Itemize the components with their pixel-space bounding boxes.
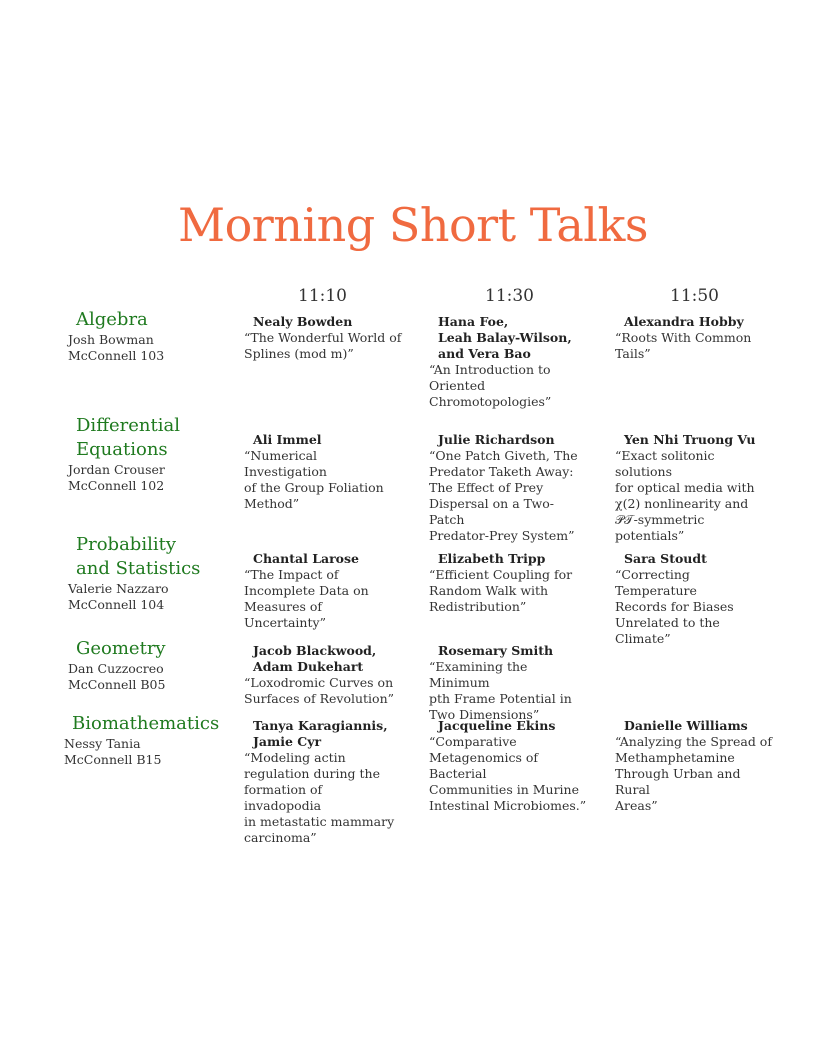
talk-probstat-1 <box>244 551 402 631</box>
talk-title: “One Patch Giveth, The Predator Taketh Away: The Effect of Prey Dispersal on a Two-Patch Predator-Prey System” <box>429 448 578 543</box>
talk-algebra-3 <box>615 314 773 362</box>
talk-speaker: Rosemary Smith <box>438 643 554 658</box>
talk-algebra-1 <box>244 314 402 362</box>
talk-biomath-2 <box>429 718 587 814</box>
session-name: Probability and Statistics <box>76 534 201 579</box>
session-name: Differential Equations <box>76 415 180 460</box>
talk-title: “Roots With Common Tails” <box>615 330 752 361</box>
talk-title: “Comparative Metagenomics of Bacterial Communities in Murine Intestinal Microbiomes.” <box>429 734 587 813</box>
talk-speaker: Jacob Blackwood, Adam Dukehart <box>253 643 377 674</box>
session-differential-equations <box>68 414 228 494</box>
page-title: Morning Short Talks <box>178 198 648 252</box>
talk-title: “The Wonderful World of Splines (mod m)” <box>244 330 402 361</box>
talk-probstat-3 <box>615 551 773 647</box>
talk-diffeq-1 <box>244 432 402 512</box>
talk-speaker: Elizabeth Tripp <box>438 551 546 566</box>
talk-title: “Exact solitonic solutions for optical media with χ(2) nonlinearity and 𝒫𝒯-symmetric potentials” <box>615 448 755 543</box>
talk-diffeq-2 <box>429 432 587 544</box>
session-chair: Nessy Tania <box>64 736 141 751</box>
session-chair: Jordan Crouser <box>68 462 165 477</box>
session-chair: Valerie Nazzaro <box>68 581 169 596</box>
session-room: McConnell B05 <box>68 677 166 692</box>
talk-speaker: Yen Nhi Truong Vu <box>624 432 756 447</box>
session-geometry <box>68 637 228 693</box>
talk-biomath-1 <box>244 718 402 846</box>
talk-title: “Analyzing the Spread of Methamphetamine Through Urban and Rural Areas” <box>615 734 772 813</box>
session-algebra <box>68 308 228 364</box>
talk-speaker: Jacqueline Ekins <box>438 718 556 733</box>
time-slot-2: 11:30 <box>485 286 534 306</box>
talk-geometry-1 <box>244 643 402 707</box>
session-room: McConnell 102 <box>68 478 165 493</box>
talk-geometry-2 <box>429 643 587 723</box>
session-room: McConnell 104 <box>68 597 165 612</box>
session-probability-statistics <box>68 533 228 613</box>
talk-title: “Correcting Temperature Records for Biases Unrelated to the Climate” <box>615 567 734 646</box>
talk-speaker: Chantal Larose <box>253 551 359 566</box>
talk-biomath-3 <box>615 718 773 814</box>
session-name: Geometry <box>76 638 166 659</box>
time-slot-1: 11:10 <box>298 286 347 306</box>
talk-algebra-2 <box>429 314 587 410</box>
talk-speaker: Julie Richardson <box>438 432 555 447</box>
talk-title: “Modeling actin regulation during the formation of invadopodia in metastatic mammary carcinoma” <box>244 750 395 845</box>
talk-speaker: Ali Immel <box>253 432 322 447</box>
talk-speaker: Hana Foe, Leah Balay-Wilson, and Vera Bao <box>438 314 572 361</box>
talk-title: “Efficient Coupling for Random Walk with Redistribution” <box>429 567 573 614</box>
session-name: Algebra <box>76 309 148 330</box>
talk-speaker: Danielle Williams <box>624 718 748 733</box>
talk-title: “The Impact of Incomplete Data on Measures of Uncertainty” <box>244 567 369 630</box>
talk-title: “Numerical Investigation of the Group Foliation Method” <box>244 448 384 511</box>
session-room: McConnell 103 <box>68 348 165 363</box>
talk-speaker: Tanya Karagiannis, Jamie Cyr <box>253 718 388 749</box>
session-chair: Josh Bowman <box>68 332 154 347</box>
session-name: Biomathematics <box>72 713 220 734</box>
talk-speaker: Sara Stoudt <box>624 551 707 566</box>
session-room: McConnell B15 <box>64 752 162 767</box>
talk-diffeq-3 <box>615 432 773 544</box>
talk-speaker: Nealy Bowden <box>253 314 353 329</box>
talk-speaker: Alexandra Hobby <box>624 314 744 329</box>
talk-title: “Examining the Minimum pth Frame Potential in Two Dimensions” <box>429 659 572 722</box>
time-slot-3: 11:50 <box>670 286 719 306</box>
talk-title: “Loxodromic Curves on Surfaces of Revolution” <box>244 675 395 706</box>
session-biomathematics <box>64 712 234 768</box>
talk-probstat-2 <box>429 551 587 615</box>
session-chair: Dan Cuzzocreo <box>68 661 164 676</box>
talk-title: “An Introduction to Oriented Chromotopologies” <box>429 362 552 409</box>
